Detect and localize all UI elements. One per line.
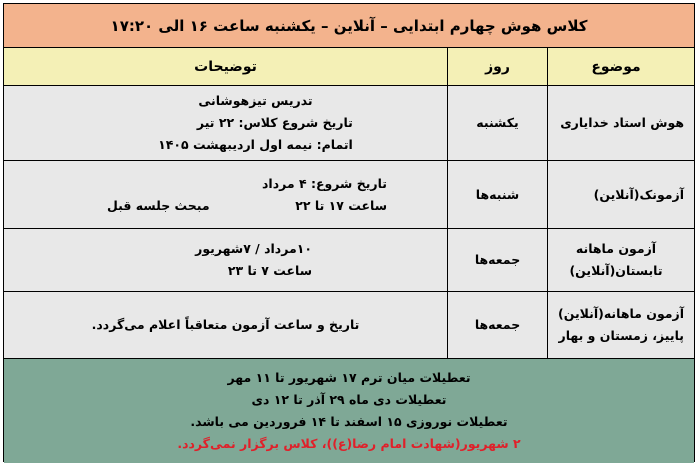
table-row bbox=[4, 161, 694, 229]
cell-subject bbox=[547, 161, 694, 228]
header-description-label: توضیحات bbox=[194, 58, 257, 75]
cell-day bbox=[447, 229, 547, 291]
day-text: شنبه‌ها bbox=[475, 186, 520, 202]
cell-description bbox=[4, 292, 447, 358]
header-subject-label: موضوع bbox=[591, 58, 641, 75]
table-row bbox=[4, 229, 694, 292]
subject-text: پاییز، زمستان و بهار bbox=[558, 328, 684, 343]
header-subject bbox=[547, 48, 694, 85]
header-day bbox=[447, 48, 547, 85]
header-row bbox=[4, 48, 694, 86]
note-winter-break: تعطیلات دی ماه ۲۹ آذر تا ۱۲ دی bbox=[251, 392, 447, 407]
description-line: تاریخ شروع: ۴ مرداد bbox=[262, 175, 387, 191]
subject-text: هوش استاد خدایاری bbox=[560, 115, 684, 130]
header-day-label: روز bbox=[485, 58, 510, 75]
description-line: ساعت ۷ تا ۲۳ bbox=[227, 263, 312, 278]
cell-subject bbox=[547, 292, 694, 358]
day-text: جمعه‌ها bbox=[474, 317, 521, 332]
schedule-table bbox=[3, 3, 695, 462]
cell-description bbox=[4, 86, 447, 160]
subject-text: آزمونک(آنلاین) bbox=[593, 186, 684, 202]
cell-day bbox=[447, 86, 547, 160]
cell-subject bbox=[547, 229, 694, 291]
day-text: یکشنبه bbox=[476, 115, 519, 130]
day-text: جمعه‌ها bbox=[474, 252, 521, 267]
description-line: اتمام: نیمه اول اردیبهشت ۱۴۰۵ bbox=[158, 137, 353, 152]
holiday-notes bbox=[4, 359, 694, 463]
table-title bbox=[4, 4, 694, 48]
description-line: ۱۰مرداد / ۷شهریور bbox=[195, 241, 312, 256]
cell-day bbox=[447, 161, 547, 228]
description-line: تاریخ شروع کلاس: ۲۲ تیر bbox=[196, 115, 353, 130]
table-row bbox=[4, 86, 694, 161]
description-block bbox=[158, 90, 353, 156]
note-class-cancelled: ۲ شهریور(شهادت امام رضا(ع))، کلاس برگزار نمی‌گردد. bbox=[177, 436, 521, 451]
note-nowruz-break: تعطیلات نوروزی ۱۵ اسفند تا ۱۴ فروردین می باشد. bbox=[190, 414, 508, 429]
description-line: تدریس تیزهوشانی bbox=[198, 93, 313, 108]
table-row bbox=[4, 292, 694, 359]
cell-subject bbox=[547, 86, 694, 160]
note-midterm-break: تعطیلات میان ترم ۱۷ شهریور تا ۱۱ مهر bbox=[227, 370, 471, 385]
subject-text: آزمون ماهانه(آنلاین) bbox=[558, 306, 684, 321]
description-line: ساعت ۱۷ تا ۲۲ bbox=[295, 197, 387, 213]
description-line: تاریخ و ساعت آزمون متعاقباً اعلام می‌گردد. bbox=[91, 317, 360, 332]
cell-description bbox=[4, 161, 447, 228]
description-subline bbox=[107, 195, 387, 217]
subject-text: تابستان(آنلاین) bbox=[569, 263, 663, 278]
table-title-text: کلاس هوش چهارم ابتدایی – آنلاین – یکشنبه ساعت ۱۶ الی ۱۷:۲۰ bbox=[110, 16, 588, 35]
cell-day bbox=[447, 292, 547, 358]
subject-text: آزمون ماهانه bbox=[575, 241, 657, 256]
header-description bbox=[4, 48, 447, 85]
cell-description bbox=[4, 229, 447, 291]
description-line: مبحث جلسه قبل bbox=[107, 197, 210, 213]
